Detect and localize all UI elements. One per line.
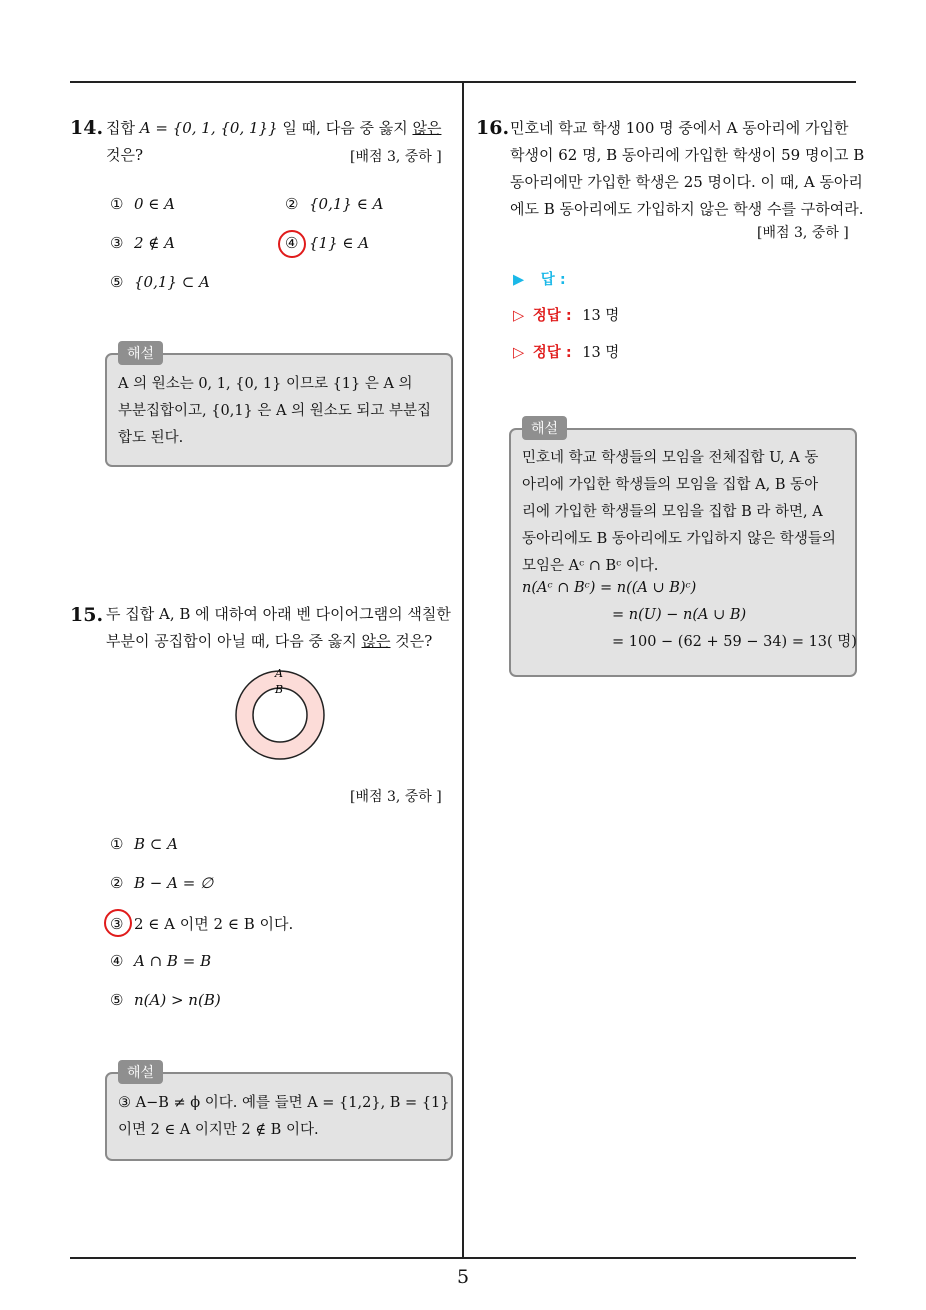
- q14-line1-post: 일 때, 다음 중 옳지: [277, 119, 413, 137]
- q14-option-1[interactable]: [110, 195, 175, 213]
- q14-emphasis: 않은: [412, 119, 442, 137]
- q15-points-meta: [배점 3, 중하 ]: [350, 789, 442, 805]
- q14-option-5[interactable]: [110, 273, 210, 291]
- option-text: n(A) > n(B): [134, 991, 221, 1009]
- q14-points-meta: [배점 3, 중하 ]: [350, 149, 442, 165]
- set-b-label: B: [275, 683, 284, 696]
- q16-explanation-tag: 해설: [522, 416, 567, 440]
- set-b-circle: [253, 688, 307, 742]
- question-15-text: [106, 601, 456, 655]
- option-mark: ②: [110, 874, 124, 892]
- explanation-line: ③ A−B ≠ ϕ 이다. 예를 들면 A = {1,2}, B = {1}: [118, 1095, 450, 1111]
- q16-line: 민호네 학교 학생 100 명 중에서 A 동아리에 가입한: [510, 119, 849, 137]
- q15-line2-post: 것은?: [390, 632, 433, 650]
- option-text: 0 ∈ A: [134, 195, 176, 213]
- option-mark: ⑤: [110, 991, 124, 1009]
- answer-circle-mark: [278, 230, 306, 258]
- equation-line: = n(U) − n(A ∪ B): [612, 607, 747, 623]
- explanation-line: 합도 된다.: [118, 430, 184, 446]
- answer-label: 정답 :: [532, 308, 572, 324]
- q15-emphasis: 않은: [361, 632, 391, 650]
- option-mark: ④: [110, 952, 124, 970]
- q15-option-1[interactable]: [110, 835, 178, 853]
- answer-prompt: [513, 268, 566, 289]
- answer-circle-mark: [104, 909, 132, 937]
- answer-value: 13 명: [582, 308, 620, 324]
- bottom-rule: [70, 1257, 856, 1259]
- explanation-line: 부분집합이고, {0,1} 은 A 의 원소도 되고 부분집: [118, 403, 431, 419]
- set-a-label: A: [275, 667, 283, 680]
- question-16-number: 16.: [476, 117, 510, 139]
- answer-label: 정답 :: [532, 345, 572, 361]
- explanation-line: 아리에 가입한 학생들의 모임을 집합 A, B 동아: [522, 477, 819, 493]
- answer-value: 13 명: [582, 345, 620, 361]
- page-number: 5: [456, 1266, 470, 1288]
- q14-explanation-text: [118, 371, 431, 452]
- q14-option-3[interactable]: [110, 234, 175, 252]
- q15-explanation-tag: 해설: [118, 1060, 163, 1084]
- q16-explanation-text: [522, 445, 836, 580]
- option-text: 2 ∉ A: [134, 234, 176, 252]
- option-text: {0,1} ⊂ A: [134, 273, 210, 291]
- column-divider: [462, 81, 464, 1258]
- q15-line1: 두 집합 A, B 에 대하여 아래 벤 다이어그램의 색칠한: [106, 605, 451, 623]
- q16-line: 학생이 62 명, B 동아리에 가입한 학생이 59 명이고 B: [510, 146, 865, 164]
- explanation-line: 동아리에도 B 동아리에도 가입하지 않은 학생들의: [522, 531, 836, 547]
- explanation-line: 이면 2 ∈ A 이지만 2 ∉ B 이다.: [118, 1122, 319, 1138]
- q16-line: 에도 B 동아리에도 가입하지 않은 학생 수를 구하여라.: [510, 200, 864, 218]
- q16-points-meta: [배점 3, 중하 ]: [757, 225, 849, 241]
- q15-option-5[interactable]: [110, 991, 221, 1009]
- question-14-number: 14.: [70, 117, 104, 139]
- option-mark: ④: [285, 234, 299, 252]
- q14-option-2[interactable]: [285, 195, 383, 213]
- outline-play-icon: ▷: [513, 345, 525, 361]
- explanation-line: 모임은 Aᶜ ∩ Bᶜ 이다.: [522, 558, 659, 574]
- option-text: B ⊂ A: [134, 835, 178, 853]
- q14-set-math: A = {0, 1, {0, 1}}: [139, 119, 278, 137]
- explanation-line: 리에 가입한 학생들의 모임을 집합 B 라 하면, A: [522, 504, 823, 520]
- explanation-line: 민호네 학교 학생들의 모임을 전체집합 U, A 동: [522, 450, 819, 466]
- explanation-line: A 의 원소는 0, 1, {0, 1} 이므로 {1} 은 A 의: [118, 376, 413, 392]
- q15-option-2[interactable]: [110, 874, 213, 892]
- venn-diagram: [228, 664, 332, 764]
- q15-option-3[interactable]: [110, 913, 293, 934]
- equation-line: = 100 − (62 + 59 − 34) = 13( 명): [612, 634, 857, 650]
- q16-line: 동아리에만 가입한 학생은 25 명이다. 이 때, A 동아리: [510, 173, 863, 191]
- option-text: {0,1} ∈ A: [309, 195, 384, 213]
- option-text: {1} ∈ A: [309, 234, 370, 252]
- option-mark: ①: [110, 835, 124, 853]
- option-mark: ③: [110, 234, 124, 252]
- option-text: 2 ∈ A 이면 2 ∈ B 이다.: [134, 915, 294, 933]
- option-text: A ∩ B = B: [134, 952, 212, 970]
- option-mark: ⑤: [110, 273, 124, 291]
- answer-prompt-label: 답 :: [540, 272, 566, 288]
- q14-line1-pre: 집합: [106, 119, 140, 137]
- q14-line2: 것은?: [106, 146, 144, 164]
- q15-option-4[interactable]: [110, 952, 211, 970]
- option-text: B − A = ∅: [134, 874, 214, 892]
- answer-row-2: [513, 341, 619, 362]
- option-mark: ②: [285, 195, 299, 213]
- q15-explanation-text: [118, 1090, 450, 1144]
- q15-line2-pre: 부분이 공집합이 아닐 때, 다음 중 옳지: [106, 632, 362, 650]
- option-mark: ③: [110, 915, 124, 933]
- q16-equation: [522, 575, 857, 656]
- outline-play-icon: ▷: [513, 308, 525, 324]
- question-16-text: [510, 115, 865, 223]
- play-icon: ▶: [513, 272, 525, 288]
- answer-row-1: [513, 304, 619, 325]
- equation-line: n(Aᶜ ∩ Bᶜ) = n((A ∪ B)ᶜ): [522, 580, 697, 596]
- q14-explanation-tag: 해설: [118, 341, 163, 365]
- question-15-number: 15.: [70, 604, 104, 626]
- option-mark: ①: [110, 195, 124, 213]
